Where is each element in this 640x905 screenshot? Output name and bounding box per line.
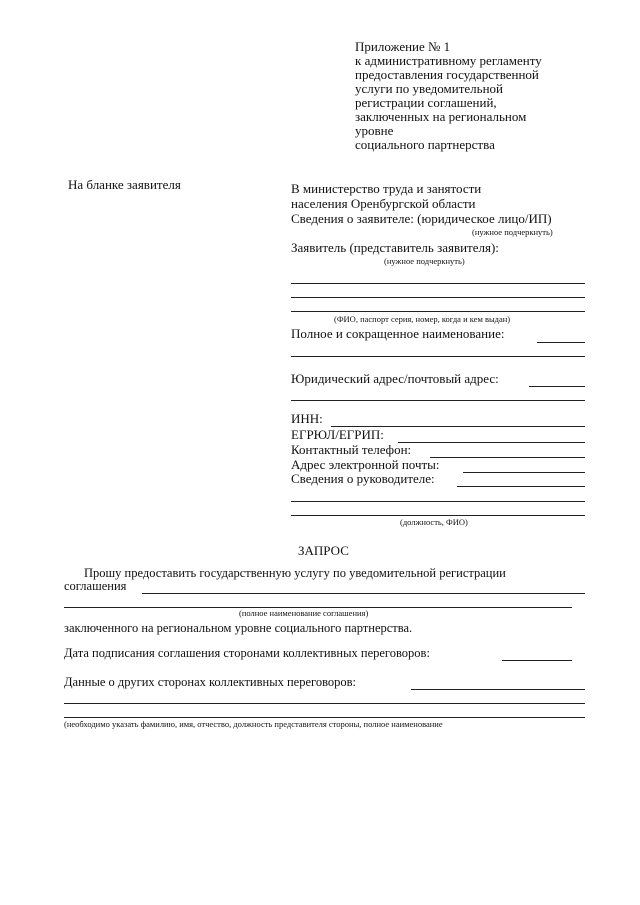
appendix-title: Приложение № 1 [355, 39, 451, 54]
signing-date-line[interactable] [502, 660, 572, 661]
agreement-caption: (полное наименование соглашения) [239, 608, 369, 618]
phone-line[interactable] [430, 457, 585, 458]
director-line[interactable] [291, 501, 585, 502]
applicant-info-hint: (нужное подчеркнуть) [472, 227, 553, 237]
director-line[interactable] [291, 515, 585, 516]
request-title: ЗАПРОС [298, 543, 349, 558]
appendix-line: предоставления государственной [355, 67, 539, 82]
applicant-info-label: Сведения о заявителе: (юридическое лицо/ИП) [291, 211, 552, 226]
addressee-line-1: В министерство труда и занятости [291, 181, 482, 196]
legal-address-line[interactable] [291, 400, 585, 401]
appendix-line: уровне [355, 123, 394, 138]
appendix-line: социального партнерства [355, 137, 495, 152]
appendix-line: заключенных на региональном [355, 109, 527, 124]
appendix-line: регистрации соглашений, [355, 95, 497, 110]
representative-blank-line[interactable] [291, 311, 585, 312]
request-line-3: заключенного на региональном уровне социального партнерства. [64, 621, 413, 635]
egrul-line[interactable] [398, 442, 585, 443]
request-line-1: Прошу предоставить государственную услугу по уведомительной регистрации [84, 566, 506, 580]
email-line[interactable] [463, 472, 585, 473]
request-line-2: соглашения [64, 579, 127, 593]
other-parties-line[interactable] [64, 703, 585, 704]
letterhead-note: На бланке заявителя [68, 177, 181, 192]
representative-caption: (ФИО, паспорт серия, номер, когда и кем выдан) [334, 314, 511, 324]
appendix-line: к административному регламенту [355, 53, 542, 68]
egrul-label: ЕГРЮЛ/ЕГРИП: [291, 427, 384, 442]
name-field-label: Полное и сокращенное наименование: [291, 326, 505, 341]
email-label: Адрес электронной почты: [291, 457, 440, 472]
other-parties-line[interactable] [411, 689, 585, 690]
representative-label: Заявитель (представитель заявителя): [291, 240, 499, 255]
signing-date-label: Дата подписания соглашения сторонами коллективных переговоров: [64, 646, 430, 660]
representative-blank-line[interactable] [291, 297, 585, 298]
representative-hint: (нужное подчеркнуть) [384, 256, 465, 266]
director-label: Сведения о руководителе: [291, 471, 435, 486]
other-parties-label: Данные о других сторонах коллективных переговоров: [64, 675, 357, 689]
phone-label: Контактный телефон: [291, 442, 412, 457]
representative-blank-line[interactable] [291, 283, 585, 284]
legal-address-label: Юридический адрес/почтовый адрес: [291, 371, 499, 386]
name-field-line[interactable] [537, 342, 585, 343]
addressee-line-2: населения Оренбургской области [291, 196, 476, 211]
appendix-line: услуги по уведомительной [355, 81, 503, 96]
director-line[interactable] [457, 486, 585, 487]
agreement-name-line[interactable] [142, 593, 585, 594]
other-parties-caption: (необходимо указать фамилию, имя, отчество, должность представителя стороны, полное наименование [64, 719, 443, 729]
director-caption: (должность, ФИО) [400, 517, 468, 527]
inn-label: ИНН: [291, 411, 323, 426]
legal-address-line[interactable] [529, 386, 585, 387]
other-parties-line[interactable] [64, 717, 585, 718]
name-field-line[interactable] [291, 356, 585, 357]
appendix-block [355, 40, 542, 152]
